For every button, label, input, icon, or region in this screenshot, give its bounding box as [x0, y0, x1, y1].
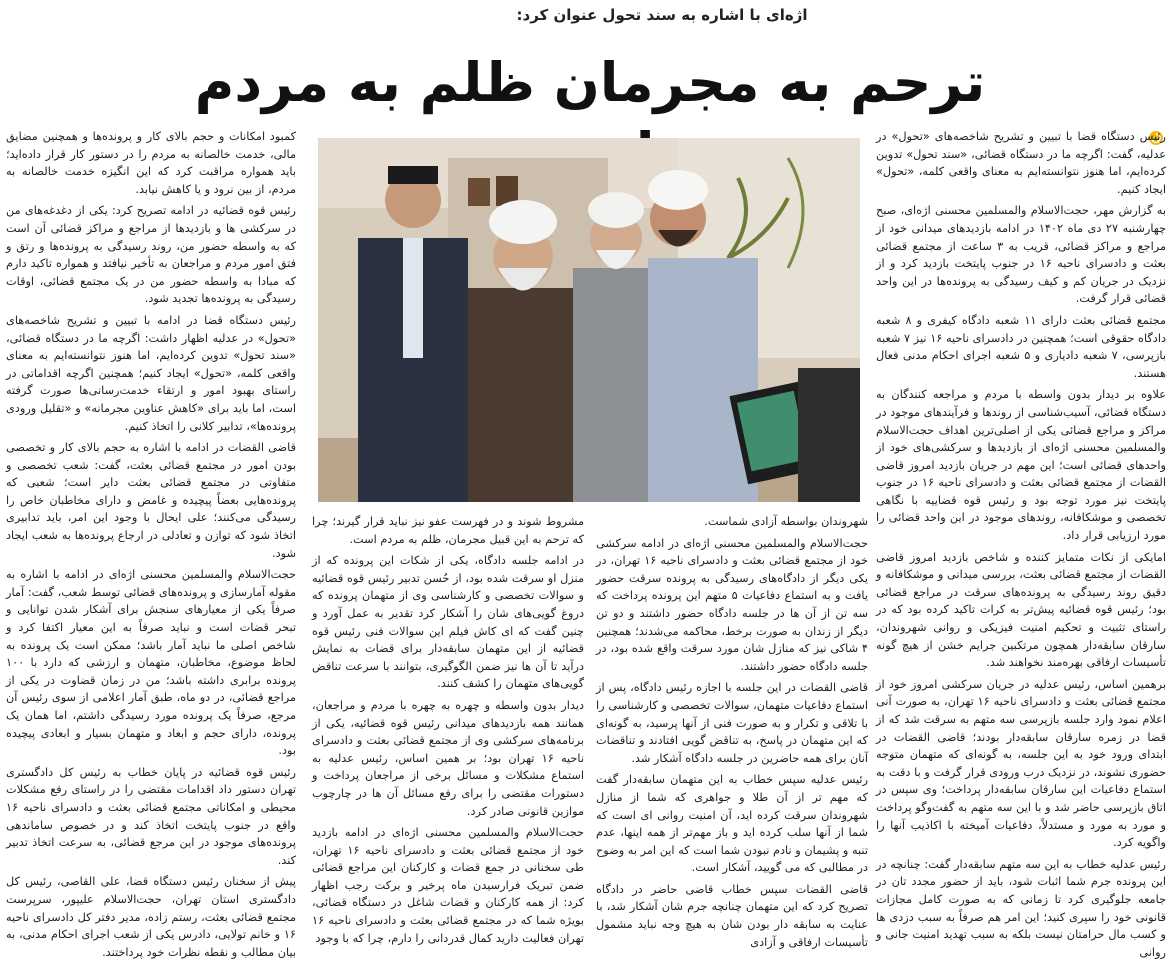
paragraph: به گزارش مهر، حجت‌الاسلام والمسلمین محسنی اژه‌ای، صبح چهارشنبه ۲۷ دی ماه ۱۴۰۲ در ادامه بازدیدهای میدانی خود از مراجع و مراکز قضائی، قریب به ۳ ساعت از مجتمع قضائی بعثت و دادسرای ناحیه ۱۶ در جنوب پایتخت بازدید کرد و از نزدیک در جریان کم و کیف رسیدگی به پرونده‌ها در این واحد قضائی قرار گرفت.: [876, 204, 1166, 306]
article-column-3: [312, 513, 584, 945]
paragraph: کمبود امکانات و حجم بالای کار و پرونده‌ها و همچنین مضایق مالی، خدمت خالصانه به مردم را در دستور کار قرار داده‌اید؛ باید همواره مراقبت کرد که این انگیزه خدمت خالصانه به مردم، از بین نرود و یا کاهش نیابد.: [6, 130, 296, 196]
paragraph: حجت‌الاسلام والمسلمین محسنی اژه‌ای در ادامه با اشاره به مقوله آمارسازی و پرونده‌های قضائی توسط شعب، گفت: آمار صرفاً یکی از معیارهای سنجش برای آشکار شدن توانایی و تبحر قضات است و نباید صرفاً به این معیار اکتفا کرد و شاخص اصلی ما نباید آمار باشد؛ ممکن است یک پرونده به لحاظ موضوع، مخاطبان، متهمان و ارزشی که دارد با ۱۰۰ پرونده برابری داشته باشد؛ من در زمان قضاوت در یکی از مراجع قضائی، در دو ماه، طبق آمار اعلامی از سوی رئیس آن مرجع، صرفاً یک پرونده مورد رسیدگی داشتم، اما همان یک پرونده، دارای حجم و ابعاد و متهمان بسیار و ابعادی پیچیده بود.: [6, 568, 296, 758]
paragraph: برهمین اساس، رئیس عدلیه در جریان سرکشی امروز خود از مجتمع قضائی بعثت و دادسرای ناحیه ۱۶ تهران، به صورت آنی اعلام نمود وارد جلسه بازپرسی سه متهم به سرقت شد که از قضا در زمره سارقان سابقه‌دار بودند؛ قاضی القضات در ابتدای ورود خود به این جلسه، به گونه‌ای که متهمان متوجه حضوری نشوند، در نزدیک درب ورودی قرار گرفت و با دقت به استماع دفاعیات این سارقان سابقه‌دار پرداخت؛ وی سپس در اتاق بازپرسی حاضر شد و با این سه متهم به گفت‌وگو پرداخت و مورد به مورد و مستدلاً، دفاعیات آمیخته با اکاذیب آنها را واگویه کرد.: [876, 677, 1166, 850]
article-column-2: [596, 513, 868, 949]
paragraph: رئیس دستگاه قضا در ادامه با تبیین و تشریح شاخصه‌های «تحول» در عدلیه اظهار داشت: اگرچه ما در دستگاه قضائی، «سند تحول» تدوین کرده‌ایم، اما هنوز نتوانسته‌ایم به معنای واقعی کلمه، «تحول» ایجاد کنیم؛ همچنین اگرچه اقداماتی در راستای بهبود امور و ارتقاء خدمت‌رسانی‌ها صورت گرفته است، اما باید برای «کاهش عناوین مجرمانه» و «تقلیل ورودی پرونده‌ها»، تدابیر کلانی را اتخاذ کنیم.: [6, 313, 296, 433]
paragraph: رئیس قوه قضائیه در ادامه تصریح کرد: یکی از دغدغه‌های من در سرکشی ها و بازدیدها از مراجع و مراکز قضائی آن است که به واسطه حضور من، روند رسیدگی به پرونده‌ها و رتق و فتق امور مردم و مراجعان به تأخیر نیافتد و همواره تاکید دارم که مبادا به واسطه حضور من در یک مجتمع قضائی، اوقات رسیدگی به پرونده‌ها تجدید شود.: [6, 204, 296, 306]
paragraph: شهروندان بواسطه آزادی شماست.: [704, 515, 868, 528]
paragraph: پیش از سخنان رئیس دستگاه قضا، علی القاصی، رئیس کل دادگستری استان تهران، حجت‌الاسلام علیپور، سرپرست مجتمع قضائی بعثت، رستم زاده، مدیر دفتر کل دادسرای ناحیه ۱۶ و خانم تولایی، دادرس یکی از شعب اجرای احکام مدنی، به بیان مطالب و نقطه نظرات خود پرداختند.: [6, 875, 296, 959]
paragraph: رئیس قوه قضائیه در پایان خطاب به رئیس کل دادگستری تهران دستور داد اقدامات مقتضی را در راستای رفع مشکلات محیطی و امکاناتی مجتمع قضائی بعثت و دادسرای ناحیه ۱۶ واقع در جنوب پایتخت اتخاذ کند و در خصوص ساماندهی پرونده‌های موجود در این مرجع قضائی، به سرعت اتخاذ تدبیر کند.: [6, 765, 296, 867]
paragraph: حجت‌الاسلام والمسلمین محسنی اژه‌ای در ادامه سرکشی خود از مجتمع قضائی بعثت و دادسرای ناحیه ۱۶ تهران، در یکی دیگر از دادگاه‌های رسیدگی به پرونده سرقت حضور یافت و به استماع دفاعیات ۵ متهم این پرونده پرداخت که سه تن از آن ها در جلسه دادگاه حضور داشتند و دو تن دیگر از زندان به صورت برخط، محاکمه می‌شدند؛ همچنین ۴ شاکی نیز که منازل شان مورد سرقت واقع شده بود، در جلسه دادگاه حضور داشتند.: [596, 536, 868, 673]
paragraph: رئیس دستگاه قضا با تبیین و تشریح شاخصه‌های «تحول» در عدلیه، گفت: اگرچه ما در دستگاه قضائی، «سند تحول» تدوین کرده‌ایم، اما هنوز نتوانسته‌ایم به معنای واقعی کلمه، «تحول» ایجاد کنیم.: [876, 130, 1166, 196]
paragraph: امایکی از نکات متمایز کننده و شاخص بازدید امروز قاضی القضات از مجتمع قضائی بعثت، بررسی میدانی و موشکافانه و دقیق روند رسیدگی به پرونده‌های سرقت در مراجع قضائی بود؛ رئیس قوه قضائیه پیش‌تر به کرات تاکید کرده بود که در راستای تثبیت و تحکیم امنیت فیزیکی و روانی شهروندان، سارقان سابقه‌دار همچون مرتکبین جرایم خشن از هیچ گونه تأسیسات ارفاقی بهره‌مند نخواهند شد.: [876, 550, 1166, 670]
article-column-4: [6, 128, 296, 959]
paragraph: در ادامه جلسه دادگاه، یکی از شکات این پرونده که از منزل او سرقت شده بود، از حُسن تدبیر رئیس قوه قضائیه و سوالات تخصصی و کارشناسی وی از متهمان پرونده که دروغ گویی‌های شان را آشکار کرد تقدیر به عمل آورد و چنین گفت که ای کاش فیلم این سوالات فنی رئیس قوه قضائیه از این متهمان سابقه‌دار برای قضات به نمایش درآید تا آن ها نیز ضمن الگوگیری، بتوانند با سرعت تناقض گویی‌های متهمان را کشف کنند.: [312, 554, 584, 691]
paragraph: مشروط شوند و در فهرست عفو نیز نباید قرار گیرند؛ چرا که ترحم به این قبیل مجرمان، ظلم به مردم است.: [312, 515, 584, 546]
paragraph: قاضی القضات سپس خطاب قاضی حاضر در دادگاه تصریح کرد که این متهمان چنانچه جرم شان آشکار شد، با عنایت به سابقه دار بودن شان به هیچ وجه نباید مشمول تأسیسات ارفاقی و آزادی: [596, 882, 868, 949]
paragraph: علاوه بر دیدار بدون واسطه با مردم و مراجعه کنندگان به دستگاه قضائی، آسیب‌شناسی از روندها و فرآیندهای موجود در مراکز و مراجع قضائی یکی از اصلی‌ترین اهداف حجت‌الاسلام والمسلمین محسنی اژه‌ای از بازدیدها و سرکشی‌های خود از واحدهای قضائی است؛ این مهم در جریان بازدید امروز قاضی القضات از مجتمع قضائی بعثت و دادسرای ناحیه ۱۶ در جنوب پایتخت نیز مورد توجه بود و رئیس قوه قضاییه با نگاهی تخصصی و موشکافانه، روندهای موجود در این واحد قضائی را مورد ارزیابی قرار داد.: [876, 388, 1166, 543]
paragraph: قاضی القضات در ادامه با اشاره به حجم بالای کار و تخصصی بودن امور در مجتمع قضائی بعثت، گفت: شعب تخصصی و متفاوتی در مجتمع قضائی بعثت دایر است؛ شعبی که پرونده‌هایی بعضاً پیچیده و غامض و دارای مخاطبان خاص را رسیدگی می‌کنند؛ علی ایحال با وجود این امر، باید تدابیری اتخاذ شود که توازن و تعادلی در ارجاع پرونده‌ها به شعب ایجاد شود.: [6, 441, 296, 560]
paragraph: مجتمع قضائی بعثت دارای ۱۱ شعبه دادگاه کیفری و ۸ شعبه دادگاه حقوقی است؛ همچنین در دادسرای ناحیه ۱۶ نیز ۷ شعبه بازپرسی، ۷ شعبه دادیاری و ۵ شعبه اجرای احکام مدنی فعال هستند.: [876, 313, 1167, 380]
article-photo: [318, 138, 860, 502]
paragraph: حجت‌الاسلام والمسلمین محسنی اژه‌ای در ادامه بازدید خود از مجتمع قضائی بعثت و دادسرای ناحیه ۱۶ تهران، طی سخنانی در جمع قضات و کارکنان این مراجع قضائی ضمن تبریک فرارسیدن ماه پرخیر و برکت رجب اظهار کرد: از همه کارکنان و قضات شاغل در دستگاه قضائی، بویژه شما که در مجتمع قضائی بعثت و دادسرای ناحیه ۱۶ تهران فعالیت دارید کمال قدردانی را دارم، چرا که با وجود: [312, 826, 584, 945]
paragraph: قاضی القضات در این جلسه با اجازه رئیس دادگاه، پس از استماع دفاعیات متهمان، سوالات تخصصی و کارشناسی را با تلاقی و تکرار و به صورت فنی از آنها پرسید، به گونه‌ای که این متهمان در پاسخ، به تناقض گویی افتادند و تناقضات آنان برای همه حاضرین در جلسه دادگاه آشکار شد.: [596, 681, 868, 765]
article-column-1: [876, 128, 1167, 959]
article-kicker: اژه‌ای با اشاره به سند تحول عنوان کرد:: [516, 6, 808, 24]
paragraph: رئیس عدلیه خطاب به این سه متهم سابقه‌دار گفت: چنانچه در این پرونده جرم شما اثبات شود، باید از حضور مجدد تان در جامعه جلوگیری کرد تا زمانی که به صورت کامل مجازات قانونی خود را سپری کنید؛ این امر هم صرفاً به سبب دزدی ها و کسب مال حرامتان نیست بلکه به سبب تهدید امنیت جانی و روانی: [876, 857, 1166, 959]
paragraph: دیدار بدون واسطه و چهره به چهره با مردم و مراجعان، همانند همه بازدیدهای میدانی رئیس قوه قضائیه، یکی از برنامه‌های سرکشی وی از مجتمع قضائی بعثت و دادسرای ناحیه ۱۶ تهران بود؛ بر همین اساس، رئیس عدلیه به استماع مشکلات و مسائل برخی از مراجعان پرداخت و دستورات مقتضی را برای رفع مسائل آن ها در چارچوب موازین قانونی صادر کرد.: [312, 698, 584, 818]
article-headline: ترحم به مجرمان ظلم به مردم: [194, 51, 986, 114]
paragraph: رئیس عدلیه سپس خطاب به این متهمان سابقه‌دار گفت که مهم تر از آن طلا و جواهری که شما از منازل شهروندان سرقت کرده اید، آن امنیت روانی ای است که شما از آنها سلب کرده اید و باز مهم‌تر از همه اینها، عدم تنبه و پشیمان و نادم نبودن شما است که این امر به وضوح در مطالبی که می گویید، آشکار است.: [596, 773, 868, 875]
